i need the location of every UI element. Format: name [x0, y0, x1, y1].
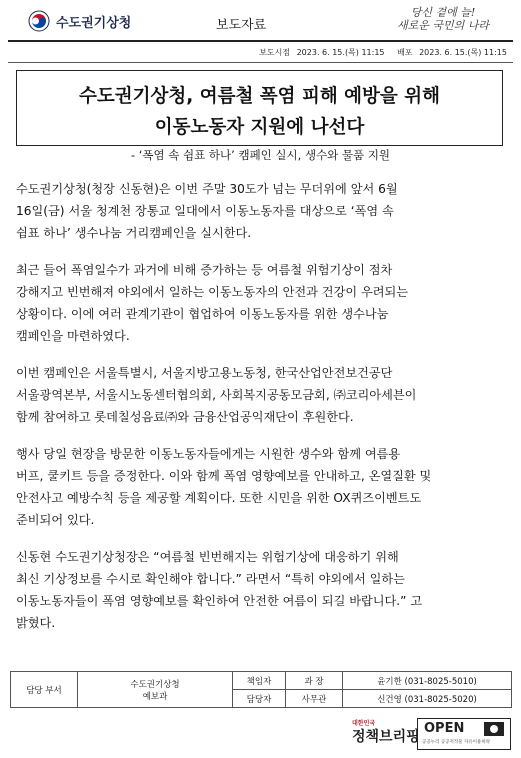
text-line: 서울광역본부, 서울시노동센터협의회, 사회복지공동모금회, ㈜코리아세븐이 [16, 388, 417, 402]
agency-block [28, 10, 131, 32]
text-line: 안전사고 예방수칙 등을 제공할 계획이다. 또한 시민을 위한 OX퀴즈이벤트도 [16, 491, 422, 505]
government-emblem-icon [28, 10, 50, 32]
text-line: 상황이다. 이에 여러 관계기관이 협업하여 이동노동자를 위한 생수나눔 [16, 307, 389, 321]
paragraph-2 [16, 259, 506, 347]
title-box [16, 70, 503, 146]
distribution-time: 2023. 6. 15.(목) 11:15 [419, 48, 507, 57]
release-info [255, 47, 507, 58]
staff-label: 담당자 [233, 690, 286, 708]
responsible-title: 과 장 [286, 672, 343, 690]
agency-name: 수도권기상청 [56, 15, 132, 31]
text-line: 준비되어 있다. [16, 513, 95, 527]
open-caption: 공공누리 공공저작물 자유이용허락 [422, 740, 491, 745]
slogan-line-1: 당신 곁에 늘! [410, 6, 476, 19]
responsible-contact: 윤기한 (031-8025-5010) [343, 672, 512, 690]
text-line: 이번 캠페인은 서울특별시, 서울지방고용노동청, 한국산업안전보건공단 [16, 366, 393, 380]
subtitle: - ‘폭염 속 쉼표 하나’ 캠페인 실시, 생수와 물품 지원 [130, 148, 391, 162]
paragraph-3 [16, 362, 506, 428]
text-line: 16일(금) 서울 청계천 장통교 일대에서 이동노동자를 대상으로 ‘폭염 속 [16, 204, 394, 218]
open-label: OPEN [424, 721, 465, 736]
release-divider [8, 62, 513, 63]
header-divider [8, 40, 513, 42]
dept-team: 예보과 [142, 691, 168, 702]
dept-name: 수도권기상청 [130, 679, 180, 690]
dept-label: 담당 부서 [11, 672, 78, 708]
text-line: 캠페인을 마련하였다. [16, 329, 130, 343]
staff-title: 사무관 [286, 690, 343, 708]
text-line: 이동노동자들이 폭염 영향예보를 확인하여 안전한 여름이 되길 바랍니다.” 고 [16, 594, 423, 608]
paragraph-4 [16, 443, 506, 531]
text-line: 최근 들어 폭염일수가 과거에 비해 증가하는 등 여름철 위험기상이 점차 [16, 263, 393, 277]
dept-cell [78, 672, 233, 708]
text-line: 버프, 쿨키트 등을 증정한다. 이와 함께 폭염 영향예보를 안내하고, 온열질환 및 [16, 469, 432, 483]
title-line-2: 이동노동자 지원에 나선다 [154, 117, 365, 138]
text-line: 신동현 수도권기상청장은 “여름철 빈번해지는 위험기상에 대응하기 위해 [16, 550, 399, 564]
text-line: 행사 당일 현장을 방문한 이동노동자들에게는 시원한 생수와 함께 여름용 [16, 447, 401, 461]
staff-contact: 신건영 (031-8025-5020) [343, 690, 512, 708]
table-row [11, 672, 512, 690]
body-text [16, 178, 506, 649]
text-line: 밝혔다. [16, 616, 56, 630]
title-line-1: 수도권기상청, 여름철 폭염 피해 예방을 위해 [79, 86, 440, 107]
text-line: 쉼표 하나’ 생수나눔 거리캠페인을 실시한다. [16, 226, 252, 240]
policy-briefing-logo: 정책브리핑 [352, 729, 420, 745]
responsible-label: 책임자 [233, 672, 286, 690]
slogan-line-2: 새로운 국민의 나라 [396, 19, 489, 32]
header [0, 0, 521, 42]
slogan [383, 6, 503, 32]
text-line: 수도권기상청(청장 신동현)은 이번 주말 30도가 넘는 무더위에 앞서 6월 [16, 182, 398, 196]
open-license-badge [417, 718, 511, 750]
license-type-icon [484, 722, 504, 736]
text-line: 함께 참여하고 롯데칠성음료㈜와 금융산업공익재단이 후원한다. [16, 410, 354, 424]
distribution-label: 배포 [397, 48, 413, 57]
contact-table [10, 671, 512, 708]
paragraph-5 [16, 546, 506, 634]
release-time-label: 보도시점 [259, 48, 291, 57]
brand-footer [352, 718, 512, 754]
brand-country: 대한민국 [352, 720, 376, 727]
doc-type-label: 보도자료 [216, 18, 267, 33]
text-line: 최신 기상정보를 수시로 확인해야 합니다.” 라면서 “특히 야외에서 일하는 [16, 572, 405, 586]
text-line: 강해지고 빈번해져 야외에서 일하는 이동노동자의 안전과 건강이 우려되는 [16, 285, 409, 299]
paragraph-1 [16, 178, 506, 244]
release-time: 2023. 6. 15.(목) 11:15 [296, 48, 385, 57]
